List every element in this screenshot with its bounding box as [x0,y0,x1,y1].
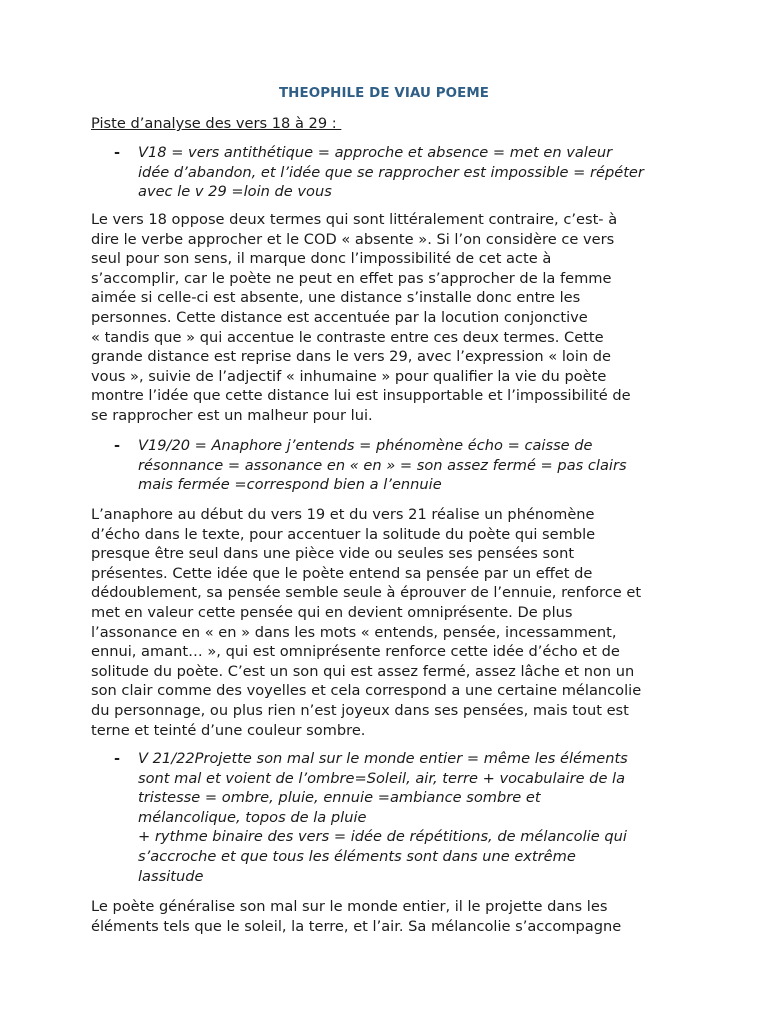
paragraph-vers-18 [91,210,691,426]
paragraph-line: se rapprocher est un malheur pour lui. [91,406,373,424]
bullet-line: lassitude [138,867,204,885]
paragraph-line: son clair comme des voyelles et cela correspond a une certaine mélancolie [91,682,642,700]
bullet-line: s’accroche et que tous les éléments sont dans une extrême [138,847,576,865]
bullet-line: tristesse = ombre, pluie, ennuie =ambiance sombre et [138,789,541,807]
paragraph-line: dire le verbe approcher et le COD « absente ». Si l’on considère ce vers [91,230,615,248]
paragraph-line: du personnage, ou plus rien n’est joyeux dans ses pensées, mais tout est [91,701,629,719]
paragraph-line: dédoublement, sa pensée semble seule à éprouver de l’ennuie, renforce et [91,584,642,602]
paragraph-line: « tandis que » qui accentue le contraste entre ces deux termes. Cette [91,328,604,346]
bullet-line: idée d’abandon, et l’idée que se rapprocher est impossible = répéter [138,163,644,181]
bullet-marker: - [114,750,121,767]
bullet-line: + rythme binaire des vers = idée de répétitions, de mélancolie qui [138,828,627,846]
document-title: THEOPHILE DE VIAU POEME [278,86,490,101]
paragraph-line: Le poète généralise son mal sur le monde entier, il le projette dans les [91,898,608,915]
analysis-subtitle: Piste d’analyse des vers 18 à 29 : [91,115,342,132]
paragraph-line: éléments tels que le soleil, la terre, et l’air. Sa mélancolie s’accompagne [91,917,622,935]
paragraph-line: met en valeur cette pensée qui en devient omniprésente. De plus [91,603,573,621]
bullet-text [138,749,698,886]
paragraph-line: seul pour son sens, il marque donc l’impossibilité de cet acte à [91,250,552,268]
bullet-line: mais fermée =correspond bien a l’ennuie [138,476,442,494]
paragraph-line: montre l’idée que cette distance lui est insupportable et l’impossibilité de [91,387,631,405]
paragraph-line: ennui, amant… », qui est omniprésente renforce cette idée d’écho et de [91,643,620,661]
paragraph-line: solitude du poète. C’est un son qui est assez fermé, assez lâche et non un [91,662,635,680]
paragraph-line: presque être seul dans une pièce vide ou seules ses pensées sont [91,545,575,563]
paragraph-line: grande distance est reprise dans le vers 29, avec l’expression « loin de [91,348,612,366]
paragraph-line: d’écho dans le texte, pour accentuer la solitude du poète qui semble [91,525,596,543]
paragraph-anaphore [91,505,691,740]
bullet-line: mélancolique, topos de la pluie [138,808,367,826]
paragraph-line: L’anaphore au début du vers 19 et du vers 21 réalise un phénomène [91,506,595,523]
paragraph-generalisation [91,897,691,936]
bullet-text [138,143,698,202]
paragraph-line: terne et teinté d’une couleur sombre. [91,721,366,739]
bullet-line: V18 = vers antithétique = approche et absence = met en valeur [138,144,613,161]
paragraph-line: s’accomplir, car le poète ne peut en effet pas s’approcher de la femme [91,269,612,287]
paragraph-line: personnes. Cette distance est accentuée par la locution conjonctive [91,308,588,326]
paragraph-line: aimée si celle-ci est absente, une distance s’installe donc entre les [91,289,581,307]
paragraph-line: présentes. Cette idée que le poète entend sa pensée par un effet de [91,564,593,582]
paragraph-line: l’assonance en « en » dans les mots « entends, pensée, incessamment, [91,623,617,641]
bullet-text [138,436,698,495]
bullet-marker: - [114,144,121,161]
paragraph-line: vous », suivie de l’adjectif « inhumaine » pour qualifier la vie du poète [91,367,607,385]
bullet-marker: - [114,437,121,454]
bullet-line: V 21/22Projette son mal sur le monde entier = même les éléments [138,750,628,767]
bullet-line: sont mal et voient de l’ombre=Soleil, air, terre + vocabulaire de la [138,769,626,787]
bullet-line: V19/20 = Anaphore j’entends = phénomène écho = caisse de [138,437,593,454]
bullet-line: avec le v 29 =loin de vous [138,183,332,201]
paragraph-line: Le vers 18 oppose deux termes qui sont littéralement contraire, c’est- à [91,211,618,228]
bullet-line: résonnance = assonance en « en » = son assez fermé = pas clairs [138,456,627,474]
